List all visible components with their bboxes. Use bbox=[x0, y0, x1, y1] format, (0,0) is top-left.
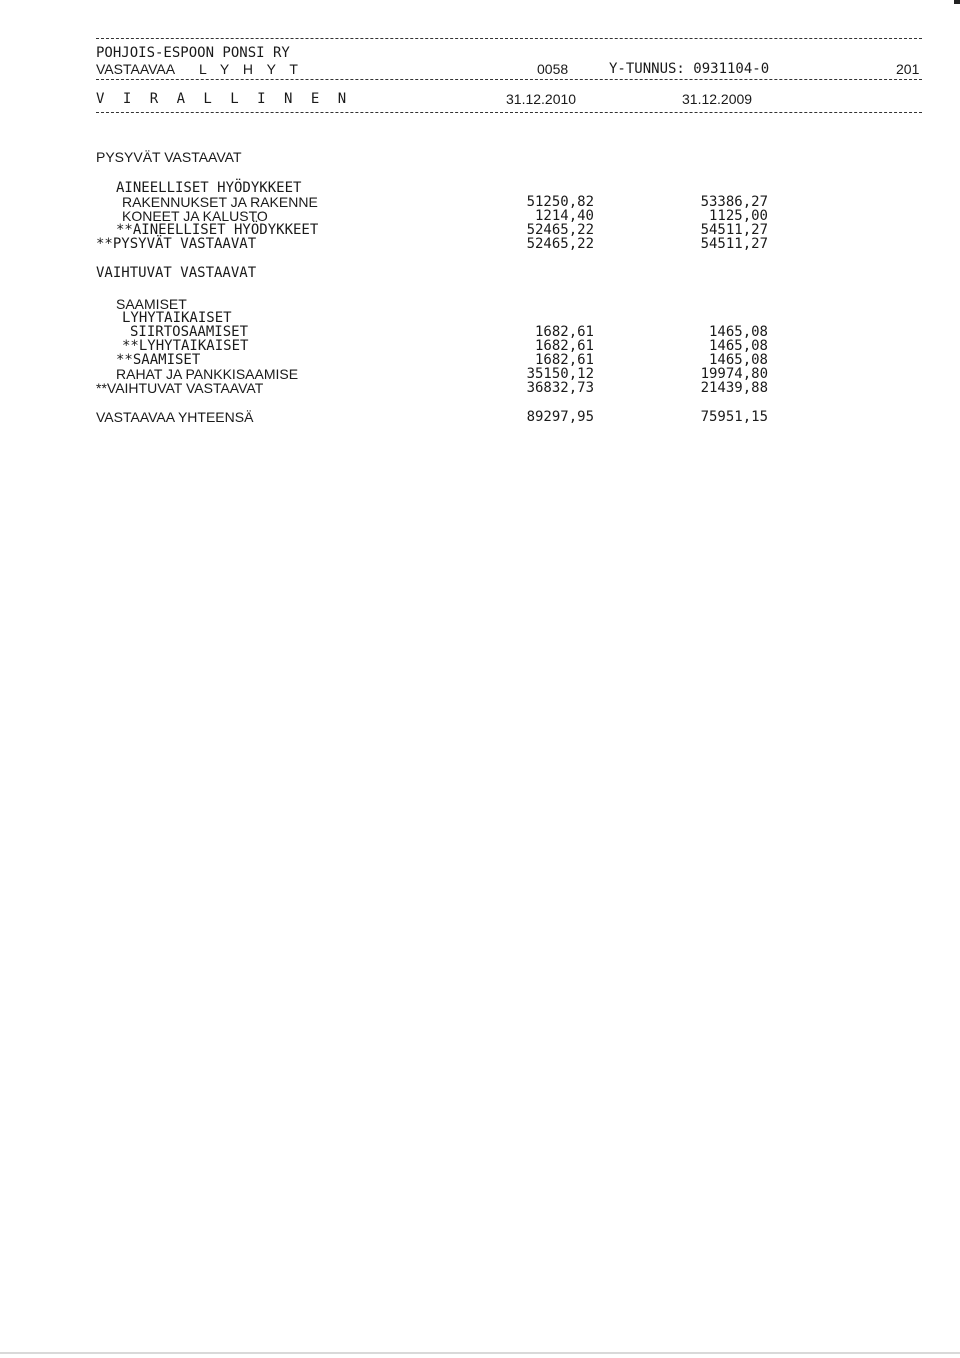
total-label: VASTAAVAA YHTEENSÄ bbox=[96, 409, 254, 425]
row-label: RAKENNUKSET JA RAKENNE bbox=[122, 194, 318, 210]
row-value-current: 52465,22 bbox=[526, 236, 594, 252]
row-value-current: 36832,73 bbox=[526, 380, 594, 396]
header-divider-middle bbox=[96, 79, 922, 80]
receivables-heading: SAAMISET bbox=[116, 296, 187, 312]
row-value-previous: 53386,27 bbox=[700, 194, 768, 210]
column-header-current-date: 31.12.2010 bbox=[506, 91, 577, 107]
row-value-current: 1682,61 bbox=[534, 338, 594, 354]
row-value-current: 52465,22 bbox=[526, 222, 594, 238]
row-label: SIIRTOSAAMISET bbox=[130, 324, 249, 340]
row-value-current: 1682,61 bbox=[534, 352, 594, 368]
current-assets-heading: VAIHTUVAT VASTAAVAT bbox=[96, 265, 257, 281]
short-term-heading: LYHYTAIKAISET bbox=[122, 310, 232, 326]
row-label: **PYSYVÄT VASTAAVAT bbox=[96, 236, 257, 252]
row-value-previous: 1465,08 bbox=[708, 352, 768, 368]
page-edge-mark bbox=[954, 0, 960, 4]
row-value-previous: 19974,80 bbox=[700, 366, 768, 382]
report-name: VASTAAVAA bbox=[96, 61, 176, 77]
row-value-current: 1214,40 bbox=[534, 208, 594, 224]
row-label: RAHAT JA PANKKISAAMISE bbox=[116, 366, 299, 382]
report-variant: L Y H Y T bbox=[199, 61, 303, 77]
row-value-previous: 54511,27 bbox=[700, 222, 768, 238]
tangible-assets-heading: AINEELLISET HYÖDYKKEET bbox=[116, 180, 302, 196]
row-label: **VAIHTUVAT VASTAAVAT bbox=[96, 380, 264, 396]
row-value-current: 51250,82 bbox=[526, 194, 594, 210]
header-divider-top bbox=[96, 38, 922, 39]
organization-name: POHJOIS-ESPOON PONSI RY bbox=[96, 45, 290, 61]
row-value-previous: 1465,08 bbox=[708, 324, 768, 340]
row-value-previous: 21439,88 bbox=[700, 380, 768, 396]
total-value-previous: 75951,15 bbox=[700, 409, 768, 425]
row-value-previous: 1465,08 bbox=[708, 338, 768, 354]
document-status: V I R A L L I N E N bbox=[96, 91, 352, 107]
row-value-previous: 1125,00 bbox=[708, 208, 768, 224]
row-label: **AINEELLISET HYÖDYKKEET bbox=[116, 222, 319, 238]
row-label: **LYHYTAIKAISET bbox=[122, 338, 249, 354]
header-divider-bottom bbox=[96, 112, 922, 113]
report-code: 0058 bbox=[537, 61, 569, 77]
row-value-current: 1682,61 bbox=[534, 324, 594, 340]
fixed-assets-heading: PYSYVÄT VASTAAVAT bbox=[96, 149, 242, 165]
column-header-previous-date: 31.12.2009 bbox=[682, 91, 753, 107]
row-value-previous: 54511,27 bbox=[700, 236, 768, 252]
business-id: Y-TUNNUS: 0931104-0 bbox=[609, 61, 770, 77]
row-label: **SAAMISET bbox=[116, 352, 201, 368]
scan-bottom-edge bbox=[0, 1352, 960, 1354]
row-label: KONEET JA KALUSTO bbox=[122, 208, 268, 224]
row-value-current: 35150,12 bbox=[526, 366, 594, 382]
page-number: 201 bbox=[896, 61, 920, 77]
total-value-current: 89297,95 bbox=[526, 409, 594, 425]
